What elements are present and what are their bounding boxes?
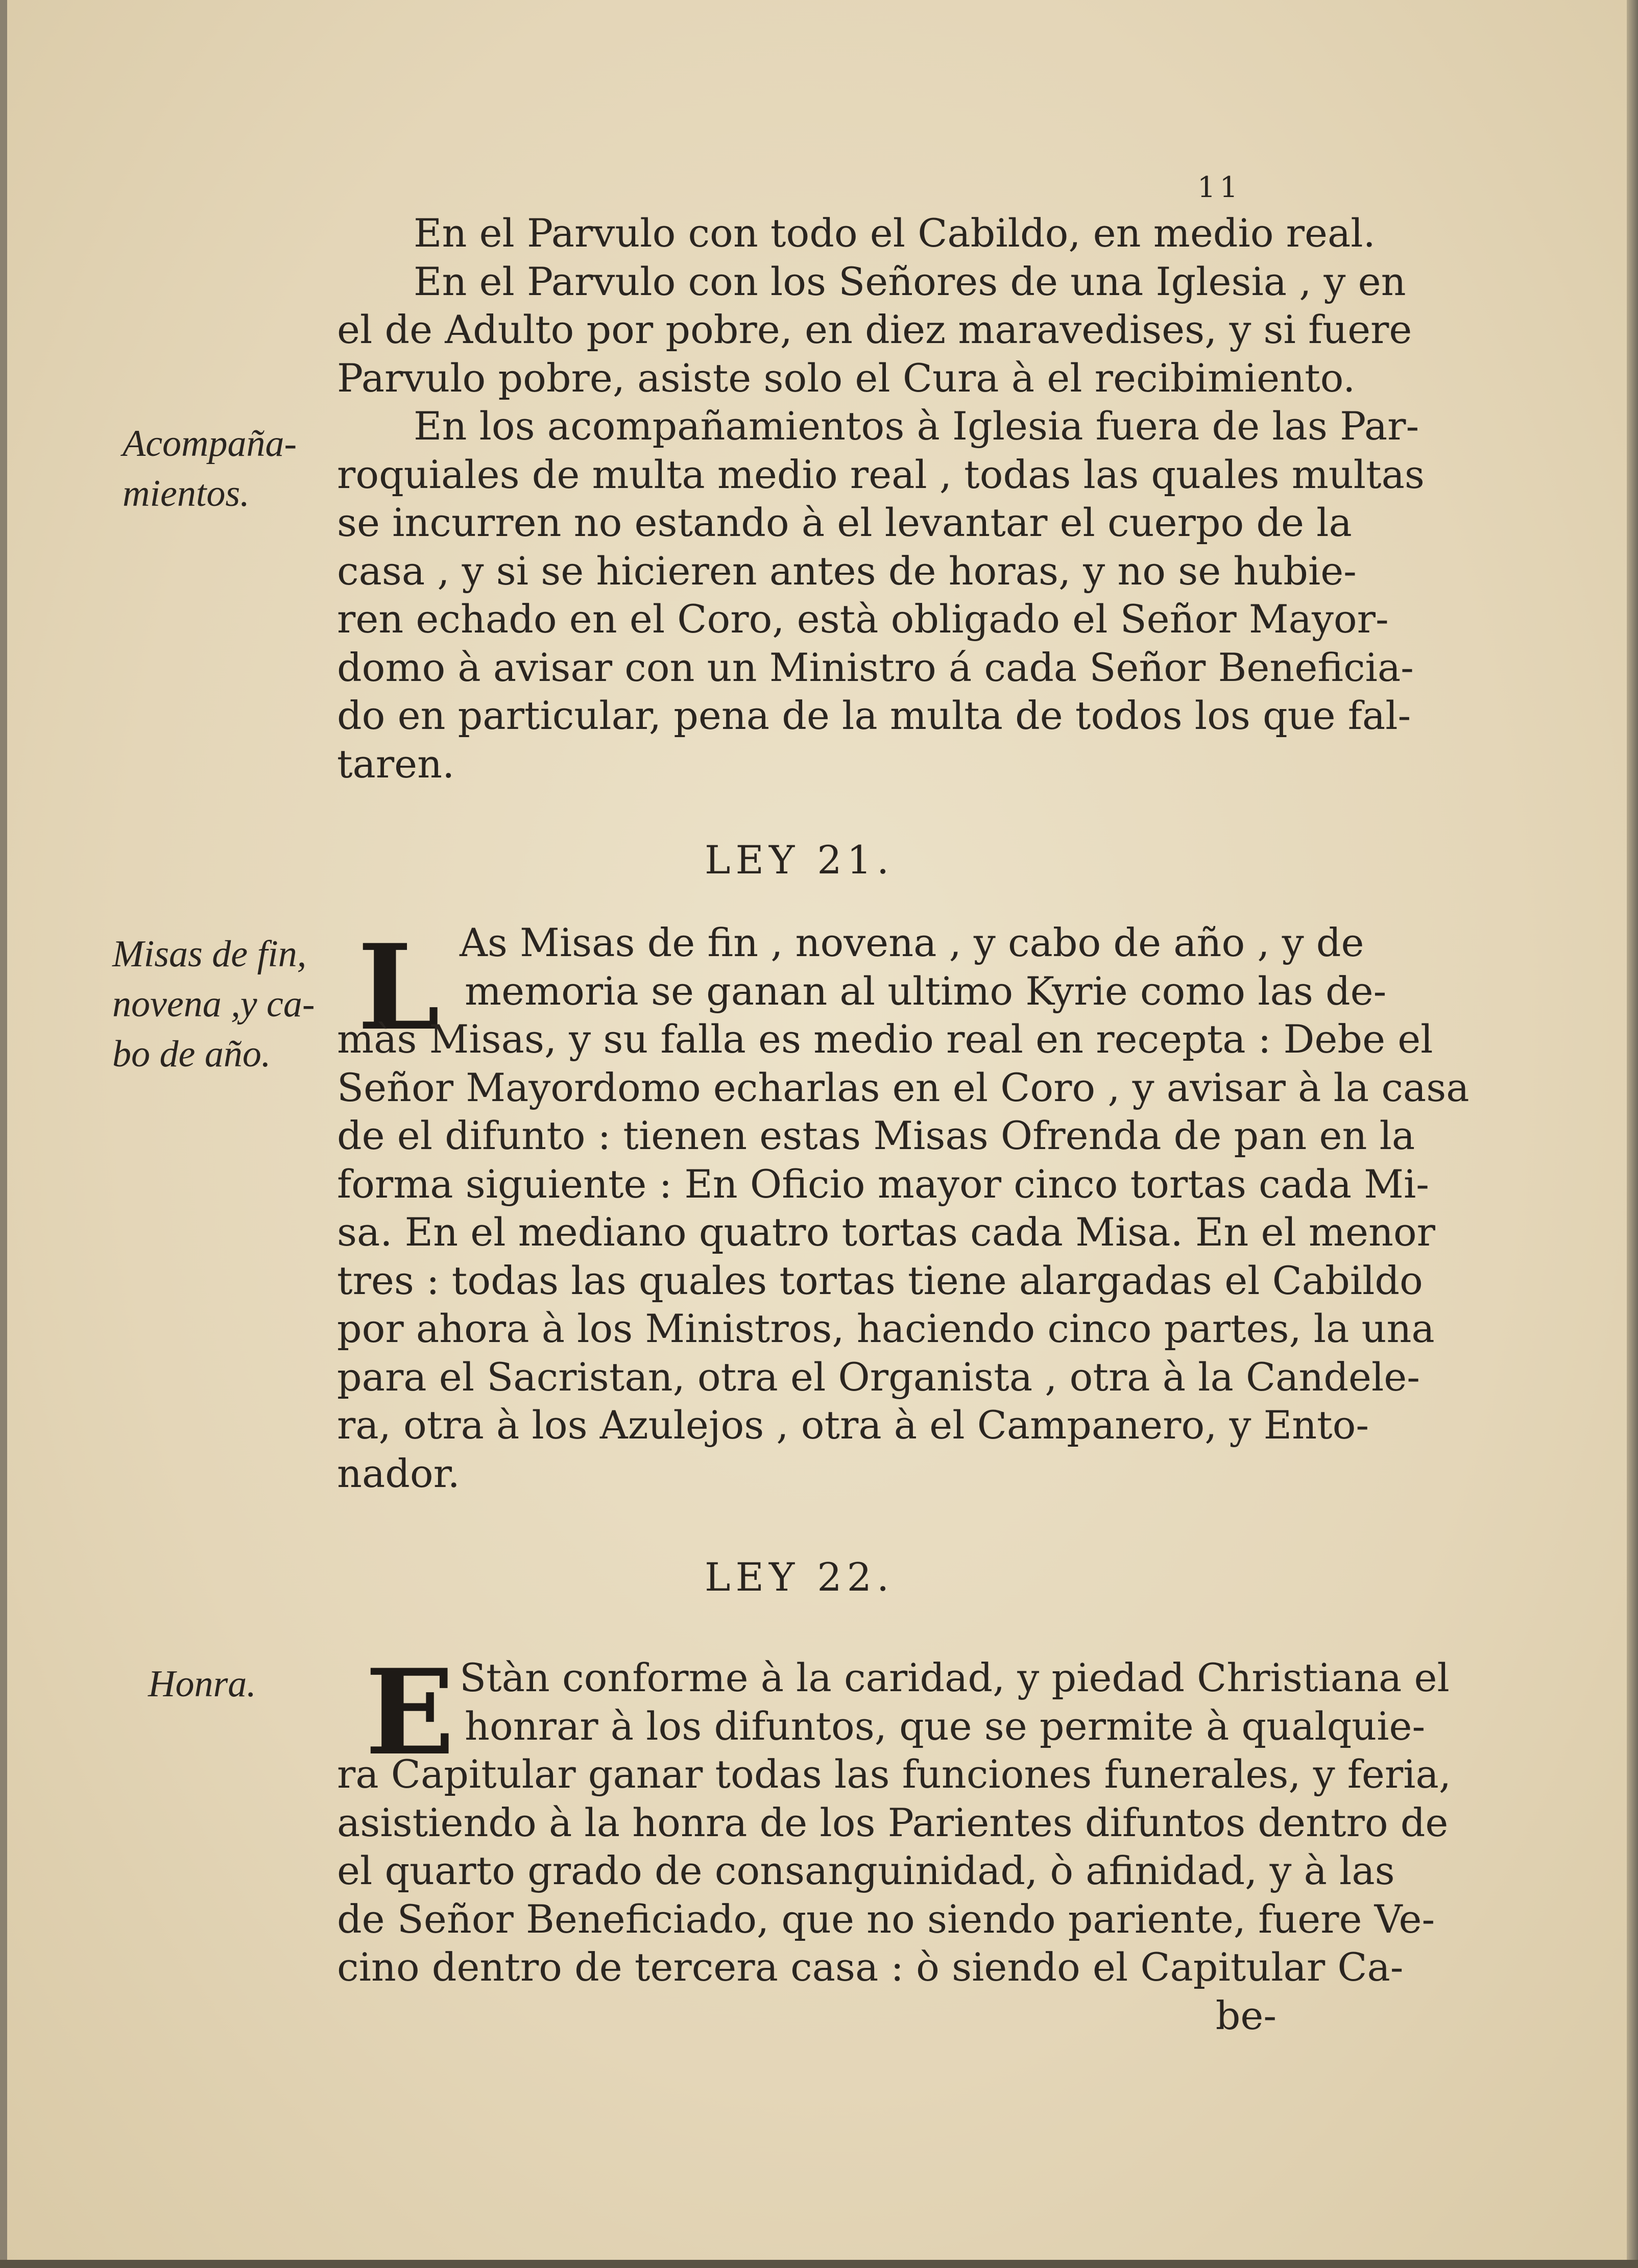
text-line: sa. En el mediano quatro tortas cada Misa. En el menor (337, 1209, 1436, 1255)
margin-note-line: novena ,y ca- (112, 983, 315, 1025)
margin-note-line: Acompaña- (123, 423, 297, 465)
text-line: ren echado en el Coro, està obligado el Señor Mayor- (337, 596, 1389, 642)
text-line: honrar à los difuntos, que se permite à qualquie- (465, 1703, 1426, 1749)
paragraph-2 (337, 919, 1470, 1498)
margin-note-misas (112, 929, 337, 1079)
text-line: memoria se ganan al ultimo Kyrie como las de- (465, 968, 1387, 1014)
text-line: As Misas de fin , novena , y cabo de año , y de (460, 920, 1364, 965)
margin-note-acompanamientos (123, 419, 327, 519)
margin-note-line: mientos. (123, 473, 250, 515)
margin-note-honra (148, 1659, 301, 1709)
text-line: se incurren no estando à el levantar el cuerpo de la (337, 500, 1352, 545)
text-line: para el Sacristan, otra el Organista , otra à la Candele- (337, 1354, 1420, 1400)
text-line: forma siguiente : En Oficio mayor cinco tortas cada Mi- (337, 1161, 1429, 1207)
page-edge-right (1627, 0, 1638, 2268)
page-number: 11 (1197, 171, 1242, 204)
text-line: En los acompañamientos à Iglesia fuera de las Par- (414, 403, 1419, 449)
drop-cap: E (365, 1644, 455, 1782)
text-line: de Señor Beneficiado, que no siendo pariente, fuere Ve- (337, 1896, 1435, 1942)
text-line: ra, otra à los Azulejos , otra à el Campanero, y Ento- (337, 1402, 1369, 1448)
margin-note-line: Misas de fin, (112, 933, 307, 975)
paragraph-3 (337, 1644, 1451, 2040)
margin-note-line: bo de año. (112, 1033, 271, 1075)
margin-note-line: Honra. (148, 1663, 256, 1705)
text-line: de el difunto : tienen estas Misas Ofrenda de pan en la (337, 1113, 1415, 1158)
section-heading-ley-21: LEY 21. (705, 837, 895, 883)
text-line: el de Adulto por pobre, en diez maravedises, y si fuere (337, 307, 1412, 352)
page-edge-bottom (0, 2260, 1638, 2268)
text-line: En el Parvulo con los Señores de una Iglesia , y en (414, 258, 1406, 304)
text-line: casa , y si se hicieren antes de horas, y no se hubie- (337, 548, 1357, 594)
text-line: domo à avisar con un Ministro á cada Señor Beneficia- (337, 644, 1414, 690)
paragraph-1 (337, 209, 1425, 788)
section-heading-ley-22: LEY 22. (705, 1554, 895, 1600)
catchword: be- (1215, 1992, 1276, 2038)
page-edge-left (0, 0, 7, 2268)
text-line: por ahora à los Ministros, haciendo cinco partes, la una (337, 1306, 1435, 1351)
text-line: roquiales de multa medio real , todas las quales multas (337, 451, 1425, 497)
text-line: Parvulo pobre, asiste solo el Cura à el recibimiento. (337, 355, 1356, 401)
text-line: taren. (337, 741, 455, 787)
text-line: En el Parvulo con todo el Cabildo, en medio real. (414, 210, 1376, 256)
text-line: màs Misas, y su falla es medio real en recepta : Debe el (337, 1016, 1433, 1062)
text-line: nador. (337, 1450, 460, 1496)
text-line: ra Capitular ganar todas las funciones funerales, y feria, (337, 1751, 1451, 1797)
text-line: cino dentro de tercera casa : ò siendo el Capitular Ca- (337, 1944, 1404, 1990)
drop-cap: L (357, 919, 440, 1057)
text-line: asistiendo à la honra de los Parientes difuntos dentro de (337, 1799, 1449, 1845)
text-line: Señor Mayordomo echarlas en el Coro , y avisar à la casa (337, 1064, 1470, 1110)
text-line: Stàn conforme à la caridad, y piedad Christiana el (460, 1655, 1450, 1700)
text-line: tres : todas las quales tortas tiene alargadas el Cabildo (337, 1257, 1423, 1303)
text-line: el quarto grado de consanguinidad, ò afinidad, y à las (337, 1848, 1395, 1893)
text-line: do en particular, pena de la multa de todos los que fal- (337, 693, 1411, 738)
